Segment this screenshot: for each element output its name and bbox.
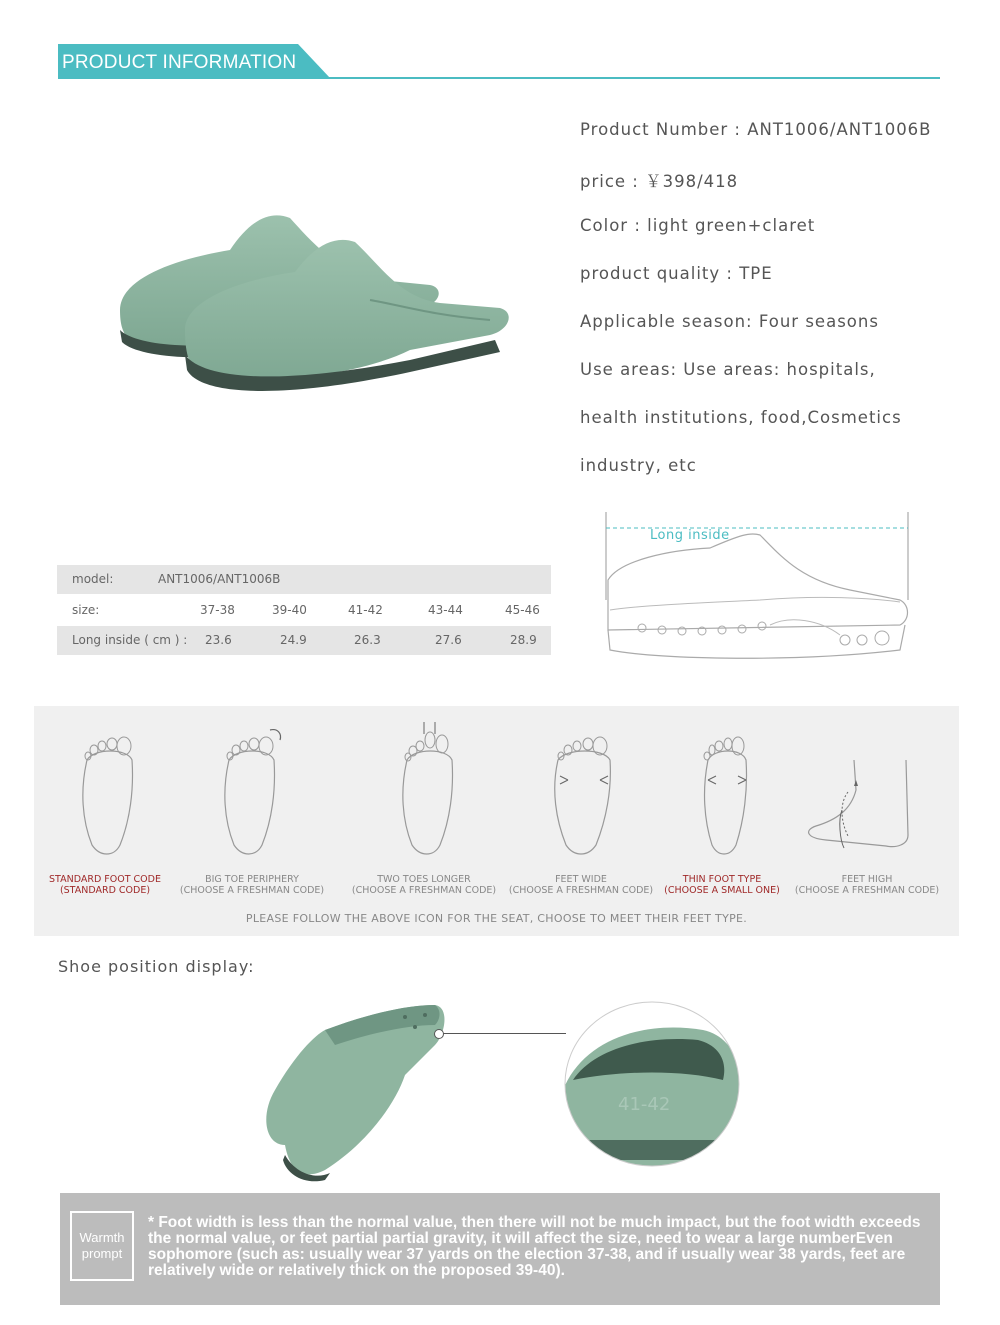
product-number: Product Number : ANT1006/ANT1006B xyxy=(580,120,932,139)
size-label: size: xyxy=(72,603,100,617)
pointer-line xyxy=(438,1033,566,1034)
section-title: PRODUCT INFORMATION xyxy=(62,52,297,73)
foot-high-icon xyxy=(796,720,926,855)
table-row-size xyxy=(57,596,551,625)
warmth-text: * Foot width is less than the normal value, then there will not be much impact, but the foot width exceeds the normal value, or feet partial partial gravity, it will affect the size, need to wear a large numberEven sophomore (such as: usually wear 37 yards on the election 37-38, and if usually wear 38 yards, feet are relatively wide or relatively thick on the proposed 39-40). xyxy=(148,1214,921,1279)
foot-wide-icon xyxy=(526,720,636,855)
foot-type-note: PLEASE FOLLOW THE ABOVE ICON FOR THE SEAT, CHOOSE TO MEET THEIR FEET TYPE. xyxy=(245,912,748,925)
inside-cell: 28.9 xyxy=(510,633,537,647)
pointer-dot xyxy=(434,1029,444,1039)
foot-thin-icon xyxy=(670,720,780,855)
size-cell: 43-44 xyxy=(428,603,463,617)
inside-cell: 24.9 xyxy=(280,633,307,647)
warmth-prompt-box xyxy=(60,1193,940,1305)
foot-label-standard: STANDARD FOOT CODE (STANDARD CODE) xyxy=(49,874,161,896)
model-label: model: xyxy=(72,572,114,586)
shoe-side-image xyxy=(255,995,455,1185)
color-info: Color : light green+claret xyxy=(580,216,816,235)
size-cell: 41-42 xyxy=(348,603,383,617)
foot-label-two-toes: TWO TOES LONGER (CHOOSE A FRESHMAN CODE) xyxy=(351,874,497,896)
header-divider xyxy=(58,77,940,79)
applicable-season: Applicable season: Four seasons xyxy=(580,312,879,331)
product-image xyxy=(80,180,540,430)
foot-big-toe-icon xyxy=(194,720,304,855)
model-value: ANT1006/ANT1006B xyxy=(158,572,281,586)
use-areas-line-2: health institutions, food,Cosmetics xyxy=(580,408,902,427)
foot-label-wide: FEET WIDE (CHOOSE A FRESHMAN CODE) xyxy=(508,874,654,896)
foot-two-toes-icon xyxy=(372,720,482,855)
foot-label-thin: THIN FOOT TYPE (CHOOSE A SMALL ONE) xyxy=(664,874,780,896)
size-cell: 45-46 xyxy=(505,603,540,617)
foot-label-big-toe: BIG TOE PERIPHERY (CHOOSE A FRESHMAN CODE) xyxy=(179,874,325,896)
foot-label-high: FEET HIGH (CHOOSE A FRESHMAN CODE) xyxy=(794,874,940,896)
inside-cell: 23.6 xyxy=(205,633,232,647)
use-areas-line-3: industry, etc xyxy=(580,456,697,475)
table-row-model xyxy=(57,565,551,594)
shoe-length-diagram xyxy=(600,510,915,670)
inside-cell: 27.6 xyxy=(435,633,462,647)
inside-cell: 26.3 xyxy=(354,633,381,647)
warmth-badge: Warmth prompt xyxy=(70,1211,134,1281)
size-mark-text: 41-42 xyxy=(618,1094,671,1115)
use-areas-line-1: Use areas: Use areas: hospitals, xyxy=(580,360,876,379)
product-quality: product quality : TPE xyxy=(580,264,773,283)
inside-label: Long inside ( cm ) : xyxy=(72,633,188,647)
size-mark-closeup xyxy=(563,1000,741,1168)
foot-standard-icon xyxy=(52,720,162,855)
foot-types-panel xyxy=(34,706,959,936)
diagram-label: Long inside xyxy=(650,528,730,543)
price: price : ￥398/418 xyxy=(580,172,739,191)
shoe-position-title: Shoe position display: xyxy=(58,957,255,976)
size-cell: 37-38 xyxy=(200,603,235,617)
size-cell: 39-40 xyxy=(272,603,307,617)
table-row-inside xyxy=(57,626,551,655)
